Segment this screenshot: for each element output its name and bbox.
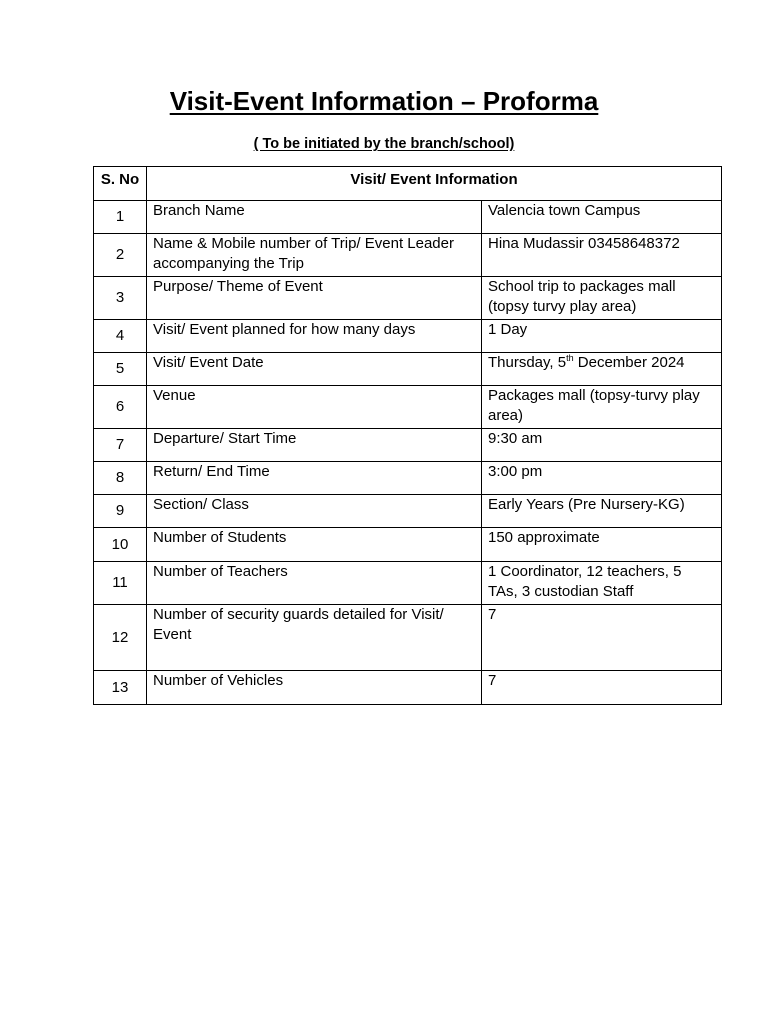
row-value: 1 Day bbox=[482, 320, 722, 353]
row-item: Number of Vehicles bbox=[147, 671, 482, 705]
row-number: 6 bbox=[94, 386, 147, 429]
row-value: 1 Coordinator, 12 teachers, 5 TAs, 3 custodian Staff bbox=[482, 562, 722, 605]
row-number: 10 bbox=[94, 528, 147, 562]
proforma-table bbox=[93, 166, 722, 705]
row-number: 13 bbox=[94, 671, 147, 705]
row-value: Valencia town Campus bbox=[482, 201, 722, 234]
table-row bbox=[94, 528, 722, 562]
table-row bbox=[94, 605, 722, 671]
row-item: Name & Mobile number of Trip/ Event Leader accompanying the Trip bbox=[147, 234, 482, 277]
row-item: Number of security guards detailed for Visit/ Event bbox=[147, 605, 482, 671]
table-row bbox=[94, 671, 722, 705]
table-row bbox=[94, 462, 722, 495]
page-subtitle-text: ( To be initiated by the branch/school) bbox=[253, 136, 515, 152]
table-row bbox=[94, 353, 722, 386]
row-value: School trip to packages mall (topsy turvy play area) bbox=[482, 277, 722, 320]
header-sno: S. No bbox=[94, 167, 147, 201]
row-value: 7 bbox=[482, 605, 722, 671]
date-ordinal: th bbox=[566, 353, 574, 363]
row-number: 11 bbox=[94, 562, 147, 605]
page-title-text: Visit-Event Information – Proforma bbox=[169, 86, 599, 116]
row-number: 2 bbox=[94, 234, 147, 277]
row-item: Venue bbox=[147, 386, 482, 429]
row-number: 3 bbox=[94, 277, 147, 320]
row-number: 7 bbox=[94, 429, 147, 462]
table-row bbox=[94, 562, 722, 605]
row-value: Packages mall (topsy-turvy play area) bbox=[482, 386, 722, 429]
table-row bbox=[94, 386, 722, 429]
row-value: 150 approximate bbox=[482, 528, 722, 562]
row-value: 7 bbox=[482, 671, 722, 705]
row-number: 9 bbox=[94, 495, 147, 528]
row-item: Branch Name bbox=[147, 201, 482, 234]
row-item: Return/ End Time bbox=[147, 462, 482, 495]
row-number: 1 bbox=[94, 201, 147, 234]
row-number: 8 bbox=[94, 462, 147, 495]
row-value: Hina Mudassir 03458648372 bbox=[482, 234, 722, 277]
row-item: Number of Teachers bbox=[147, 562, 482, 605]
row-item: Visit/ Event planned for how many days bbox=[147, 320, 482, 353]
row-value: 3:00 pm bbox=[482, 462, 722, 495]
table-row bbox=[94, 234, 722, 277]
row-item: Section/ Class bbox=[147, 495, 482, 528]
date-prefix: Thursday, 5 bbox=[488, 354, 567, 371]
page-subtitle bbox=[0, 136, 768, 152]
row-item: Purpose/ Theme of Event bbox=[147, 277, 482, 320]
table-header-row bbox=[94, 167, 722, 201]
row-item: Departure/ Start Time bbox=[147, 429, 482, 462]
table-row bbox=[94, 429, 722, 462]
date-suffix: December 2024 bbox=[573, 354, 685, 371]
row-number: 12 bbox=[94, 605, 147, 671]
table-row bbox=[94, 277, 722, 320]
row-number: 4 bbox=[94, 320, 147, 353]
table-row bbox=[94, 201, 722, 234]
header-info: Visit/ Event Information bbox=[147, 167, 722, 201]
row-number: 5 bbox=[94, 353, 147, 386]
row-value bbox=[482, 353, 722, 386]
page-title bbox=[0, 86, 768, 117]
row-item: Number of Students bbox=[147, 528, 482, 562]
row-value: Early Years (Pre Nursery-KG) bbox=[482, 495, 722, 528]
table-row bbox=[94, 495, 722, 528]
row-value: 9:30 am bbox=[482, 429, 722, 462]
table-row bbox=[94, 320, 722, 353]
row-item: Visit/ Event Date bbox=[147, 353, 482, 386]
